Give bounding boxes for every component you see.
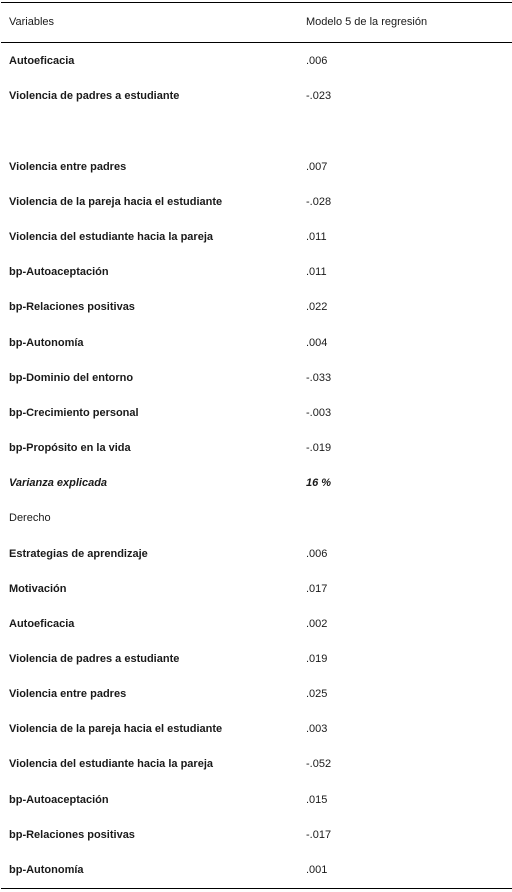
row-value: .015 — [306, 794, 328, 806]
row-variable: Violencia de padres a estudiante — [9, 90, 180, 102]
row-value: .011 — [306, 266, 327, 278]
table-row — [1, 719, 512, 739]
row-value: .017 — [306, 583, 328, 595]
row-value: .006 — [306, 55, 328, 67]
table-row — [1, 51, 512, 71]
row-variable: Autoeficacia — [9, 618, 75, 630]
row-value: -.028 — [306, 196, 332, 208]
row-variable: bp-Relaciones positivas — [9, 301, 135, 313]
table-row — [1, 368, 512, 388]
regression-table — [1, 0, 512, 890]
header-variables: Variables — [9, 16, 55, 28]
table-row — [1, 438, 512, 458]
row-value: -.003 — [306, 407, 332, 419]
table-header-rule — [1, 42, 512, 43]
row-variable: Violencia del estudiante hacia la pareja — [9, 231, 213, 243]
row-value: -.023 — [306, 90, 332, 102]
table-row — [1, 333, 512, 353]
table-row — [1, 262, 512, 282]
table-header-row — [1, 12, 512, 32]
table-section-heading — [1, 508, 512, 528]
row-variable: Estrategias de aprendizaje — [9, 548, 148, 560]
table-bottom-rule — [1, 888, 512, 889]
table-row — [1, 86, 512, 106]
table-row — [1, 825, 512, 845]
row-value: 16 % — [306, 477, 332, 489]
row-variable: bp-Propósito en la vida — [9, 442, 131, 454]
row-variable: Violencia del estudiante hacia la pareja — [9, 758, 213, 770]
table-row — [1, 227, 512, 247]
row-variable: Violencia de padres a estudiante — [9, 653, 180, 665]
row-value: .006 — [306, 548, 328, 560]
table-row — [1, 754, 512, 774]
row-value: .025 — [306, 688, 328, 700]
row-value: .004 — [306, 337, 328, 349]
row-variable: bp-Autonomía — [9, 337, 84, 349]
row-variable: Varianza explicada — [9, 477, 108, 489]
table-row — [1, 297, 512, 317]
row-variable: Violencia entre padres — [9, 688, 127, 700]
row-variable: Autoeficacia — [9, 55, 75, 67]
header-model: Modelo 5 de la regresión — [306, 16, 428, 28]
table-row — [1, 614, 512, 634]
table-row — [1, 649, 512, 669]
row-value: .002 — [306, 618, 328, 630]
table-top-rule — [1, 2, 512, 3]
row-variable: bp-Crecimiento personal — [9, 407, 139, 419]
row-variable: Motivación — [9, 583, 67, 595]
row-variable: bp-Autonomía — [9, 864, 84, 876]
table-row — [1, 403, 512, 423]
table-row — [1, 544, 512, 564]
row-variable: bp-Relaciones positivas — [9, 829, 135, 841]
row-value: -.017 — [306, 829, 332, 841]
table-row — [1, 192, 512, 212]
row-variable: Violencia de la pareja hacia el estudiante — [9, 196, 223, 208]
row-value: .011 — [306, 231, 327, 243]
row-variable: Violencia entre padres — [9, 161, 127, 173]
table-row-variance — [1, 473, 512, 493]
table-row — [1, 860, 512, 880]
row-value: .022 — [306, 301, 328, 313]
table-row — [1, 157, 512, 177]
row-value: .003 — [306, 723, 328, 735]
table-row — [1, 790, 512, 810]
row-value: .007 — [306, 161, 328, 173]
row-variable: Violencia de la pareja hacia el estudiante — [9, 723, 223, 735]
row-variable: bp-Autoaceptación — [9, 794, 109, 806]
row-variable: bp-Autoaceptación — [9, 266, 109, 278]
row-value: .019 — [306, 653, 328, 665]
table-row — [1, 684, 512, 704]
row-value: -.033 — [306, 372, 332, 384]
row-variable: Derecho — [9, 512, 51, 524]
table-row — [1, 579, 512, 599]
row-value: -.052 — [306, 758, 332, 770]
row-variable: bp-Dominio del entorno — [9, 372, 134, 384]
row-value: -.019 — [306, 442, 332, 454]
row-value: .001 — [306, 864, 328, 876]
